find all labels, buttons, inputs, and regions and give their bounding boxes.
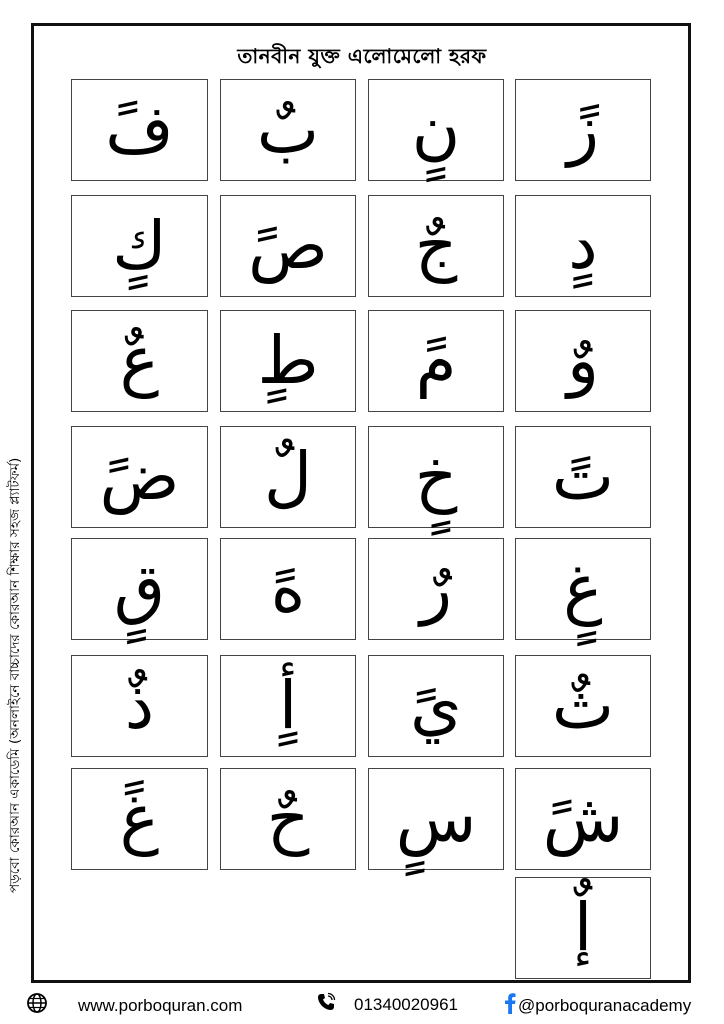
arabic-letter: وٌ [567,322,599,399]
arabic-letter: حٌ [266,780,310,857]
letter-card [368,79,504,181]
arabic-letter: قٍ [113,550,166,627]
phone-icon [316,992,336,1017]
letter-card [71,538,208,640]
arabic-letter: فً [105,91,174,168]
letter-card [515,768,651,870]
arabic-letter: عٌ [119,322,160,399]
letter-card [220,310,356,412]
letter-card [71,768,208,870]
letter-card [515,310,651,412]
letter-card [220,768,356,870]
arabic-letter: رٌ [420,550,452,627]
letter-card [71,195,208,297]
arabic-letter: خٍ [414,438,458,515]
arabic-letter: دٍ [568,207,598,284]
page-title: তানবীন যুক্ত এলোমেলো হরফ [237,44,487,68]
side-caption-text: পড়বো কোরআন একাডেমি (অনলাইনে বাচ্চাদের কোরআন শিক্ষার সহজ প্ল্যাটফর্ম) [7,457,23,893]
letter-card [71,655,208,757]
footer [0,990,724,1020]
arabic-letter: أٍ [278,667,298,744]
arabic-letter: نٍ [411,91,461,168]
letter-card [515,195,651,297]
letter-card [515,79,651,181]
footer-website[interactable] [26,992,242,1019]
arabic-letter: طٍ [257,322,319,399]
arabic-letter: لٌ [264,438,312,515]
facebook-icon [504,992,516,1019]
footer-phone[interactable] [316,992,458,1017]
letter-card [515,426,651,528]
letter-card [220,655,356,757]
arabic-letter: يً [410,667,462,744]
arabic-letter: كٍ [112,207,167,284]
footer-website-text: www.porboquran.com [78,995,243,1015]
letter-card [220,195,356,297]
letter-card [515,655,651,757]
letter-card [515,877,651,979]
letter-card [220,79,356,181]
letter-card [368,310,504,412]
arabic-letter: سٍ [395,780,477,857]
letter-card [220,538,356,640]
arabic-letter: غٍ [563,550,603,627]
letter-card [71,310,208,412]
letter-card [368,768,504,870]
footer-facebook[interactable] [504,992,691,1019]
arabic-letter: هً [270,550,306,627]
arabic-letter: إٌ [573,889,593,966]
letter-card [368,195,504,297]
letter-card [368,538,504,640]
arabic-letter: مً [415,322,457,399]
footer-facebook-text: @porboquranacademy [518,995,692,1015]
globe-icon [26,992,48,1019]
letter-card [220,426,356,528]
footer-phone-text: 01340020961 [354,994,459,1014]
letter-card [71,426,208,528]
arabic-letter: تً [551,438,615,515]
arabic-letter: غً [119,780,160,857]
arabic-letter: ذٌ [124,667,155,744]
arabic-letter: ضً [99,438,180,515]
arabic-letter: صً [248,207,328,284]
letter-card [71,79,208,181]
arabic-letter: بٌ [256,91,320,168]
arabic-letter: زً [567,91,599,168]
arabic-letter: جٌ [414,207,458,284]
arabic-letter: شً [542,780,624,857]
letter-card [368,655,504,757]
arabic-letter: ثٌ [551,667,615,744]
letter-card [515,538,651,640]
letter-card [368,426,504,528]
